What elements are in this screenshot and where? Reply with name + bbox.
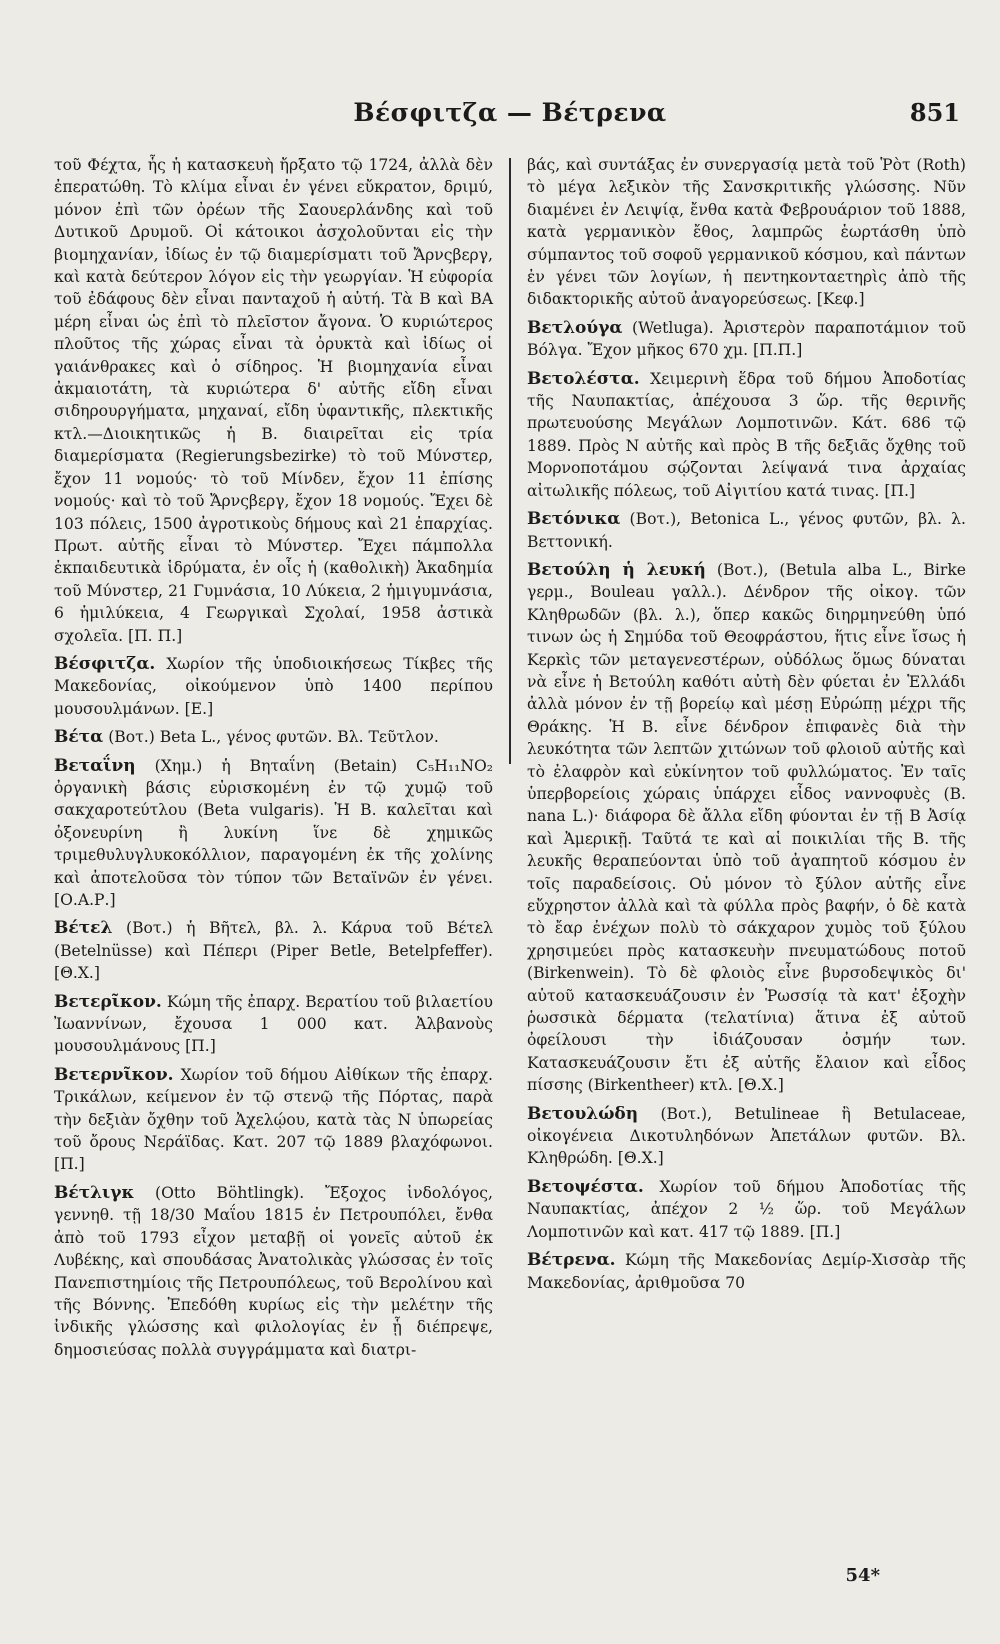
dictionary-entry — [54, 991, 493, 1058]
entry-headword: Βέτελ — [54, 918, 113, 939]
entry-text: (Βοτ.) Beta L., γένος φυτῶν. Βλ. Τεῦτλον. — [103, 728, 439, 747]
entry-headword: Βετολέστα. — [527, 368, 640, 389]
printer-signature: 54* — [845, 1565, 880, 1586]
right-column — [511, 154, 966, 1604]
dictionary-entry — [54, 154, 493, 647]
dictionary-entry — [527, 368, 966, 502]
page-number: 851 — [909, 98, 960, 127]
entry-text: βάς, καὶ συντάξας ἐν συνεργασίᾳ μετὰ τοῦ Ῥὸτ (Roth) τὸ μέγα λεξικὸν τῆς Σανσκριτικῆς γλώσσης. Νῦν διαμένει ἐν Λειψίᾳ, ἔνθα κατὰ Φεβρουάριον τοῦ 1888, κατὰ γερμανικὸν ἔθος, λαμπρῶς ἑωρτάσθη ὑπὸ σύμπαντος τοῦ σοφοῦ γερμανικοῦ κόσμου, καὶ πάντων ἐν γένει τῶν λογίων, ἡ πεντηκονταετηρὶς ἀπὸ τῆς διδακτορικῆς αὐτοῦ ἀναγορεύσεως. [Κεφ.] — [527, 156, 966, 309]
entry-headword: Βετοψέστα. — [527, 1176, 644, 1197]
entry-text: (Wetluga). Ἀριστερὸν παραποτάμιον τοῦ Βόλγα. Ἔχον μῆκος 670 χμ. [Π.Π.] — [527, 318, 966, 360]
dictionary-entry — [54, 1182, 493, 1361]
entry-text: (Χημ.) ἡ Βηταΐνη (Betain) C₅H₁₁NO₂ ὀργανικὴ βάσις εὑρισκομένη ἐν τῷ χυμῷ τοῦ σακχαροτεύτλου (Beta vulgaris). Ἡ Β. καλεῖται καὶ ὀξονευρίνη ἢ λυκίνη ἵνε δὲ χημικῶς τριμεθυλυγλυκοκόλλιον, παραγομένη ἐκ τῆς χολίνης καὶ ἀποτελοῦσα τὸν τύπον τῶν Βεταϊνῶν ἐν γένει. [Ο.Α.Ρ.] — [54, 756, 493, 909]
entry-text: (Otto Böhtlingk). Ἔξοχος ἰνδολόγος, γεννηθ. τῇ 18/30 Μαΐου 1815 ἐν Πετρουπόλει, ἔνθα ἀπὸ τοῦ 1793 εἶχον μεταβῇ οἱ γονεῖς αὐτοῦ ἐκ Λυβέκης, καὶ σπουδάσας Ἀνατολικὰς γλώσσας ἐν τοῖς Πανεπιστημίοις τῆς Πετρουπόλεως, τοῦ Βερολίνου καὶ τῆς Βόννης. Ἐπεδόθη κυρίως εἰς τὴν μελέτην τῆς ἰνδικῆς γλώσσης καὶ φιλολογίας ἐν ᾗ διέπρεψε, δημοσιεύσας πολλὰ συγγράμματα καὶ διατρι- — [54, 1183, 493, 1359]
entry-text: (Βοτ.), Betulineae ἢ Betulaceae, οἰκογένεια Δικοτυληδόνων Ἀπετάλων φυτῶν. Βλ. Κληθρώδη. [Θ.Χ.] — [527, 1104, 966, 1168]
entry-text: τοῦ Φέχτα, ἧς ἡ κατασκευὴ ἤρξατο τῷ 1724, ἀλλὰ δὲν ἐπερατώθη. Τὸ κλίμα εἶναι ἐν γένει εὔκρατον, δριμύ, μόνον ἐπὶ τῶν ὀρέων τῆς Σαουερλάνδης καὶ τοῦ Δυτικοῦ Δρυμοῦ. Οἱ κάτοικοι ἀσχολοῦνται εἰς τὴν βιομηχανίαν, ἰδίως ἐν τῷ διαμερίσματι τοῦ Ἄρνςβεργ, καὶ κατὰ δεύτερον λόγον εἰς τὴν γεωργίαν. Ἡ εὐφορία τοῦ ἐδάφους δὲν εἶναι πανταχοῦ ἡ αὐτή. Τὰ Β καὶ ΒΑ μέρη εἶναι ὡς ἐπὶ τὸ πλεῖστον ἄγονα. Ὁ κυριώτερος πλοῦτος τῆς χώρας εἶναι τὰ ὀρυκτὰ καὶ ἰδίως οἱ γαιάνθρακες καὶ ὁ σίδηρος. Ἡ βιομηχανία εἶναι ἀκμαιοτάτη, τὰ κυριώτερα δ' αὐτῆς εἴδη εἶναι σιδηρουργήματα, μηχαναί, εἴδη ὑφαντικῆς, πλεκτικῆς κτλ.—Διοικητικῶς ἡ Β. διαιρεῖται εἰς τρία διαμερίσματα (Regierungsbezirke) τὸ τοῦ Μύνστερ, ἔχον 11 νομούς· τὸ τοῦ Μίνδεν, ἔχον 11 ἐπίσης νομούς· καὶ τὸ τοῦ Ἄρνςβεργ, ἔχον 18 νομούς. Ἔχει δὲ 103 πόλεις, 1500 ἀγροτικοὺς δήμους καὶ 21 ἐπαρχίας. Πρωτ. αὐτῆς εἶναι τὸ Μύνστερ. Ἔχει πάμπολλα ἐκπαιδευτικὰ ἱδρύματα, ἐν οἷς ἡ (καθολικὴ) Ἀκαδημία τοῦ Μύνστερ, 21 Γυμνάσια, 10 Λύκεια, 2 ἡμιγυμνάσια, 6 ἡμιλύκεια, 4 Γεωργικαὶ Σχολαί, 1958 ἀστικὰ σχολεῖα. [Π. Π.] — [54, 156, 493, 645]
entry-text: Χειμερινὴ ἕδρα τοῦ δήμου Ἀποδοτίας τῆς Ναυπακτίας, ἀπέχουσα 3 ὥρ. τῆς θερινῆς πρωτευούσης Μεγάλων Λομποτινῶν. Κάτ. 686 τῷ 1889. Πρὸς Ν αὐτῆς καὶ πρὸς Β τῆς δεξιᾶς ὄχθης τοῦ Μορνοποτάμου σῴζονται λείψανά τινα ἀρχαίας αἰτωλικῆς πόλεως, τοῦ Αἰγιτίου κατά τινας. [Π.] — [527, 369, 966, 500]
entry-text: Χωρίον τοῦ δήμου Ἀποδοτίας τῆς Ναυπακτίας, ἀπέχον 2 ½ ὥρ. τοῦ Μεγάλων Λομποτινῶν καὶ κατ. 417 τῷ 1889. [Π.] — [527, 1177, 966, 1241]
entry-text: Κώμη τῆς ἐπαρχ. Βερατίου τοῦ βιλαετίου Ἰωαννίνων, ἔχουσα 1 000 κατ. Ἀλβανοὺς μουσουλμάνους [Π.] — [54, 992, 493, 1056]
entry-headword: Βεταΐνη — [54, 755, 136, 776]
dictionary-entry — [527, 559, 966, 1097]
entry-text: Χωρίον τοῦ δήμου Αἰθίκων τῆς ἐπαρχ. Τρικάλων, κείμενον ἐν τῷ στενῷ τῆς Πόρτας, παρὰ τὴν δεξιὰν ὄχθην τοῦ Ἀχελῴου, κατὰ τὰς Ν ὑπωρείας τοῦ ὄρους Νεράϊδας. Κατ. 207 τῷ 1889 βλαχόφωνοι.[Π.] — [54, 1065, 493, 1174]
entry-headword: Βετερῖκον. — [54, 991, 162, 1012]
entry-headword: Βέτλιγκ — [54, 1182, 135, 1203]
entry-headword: Βέσφιτζα. — [54, 653, 156, 674]
dictionary-entry — [527, 1249, 966, 1294]
running-head — [54, 98, 966, 134]
entry-text: (Βοτ.) ἡ Βῆτελ, βλ. λ. Κάρυα τοῦ Βέτελ (Betelnüsse) καὶ Πέπερι (Piper Betle, Betelpfeffer). [Θ.Χ.] — [54, 919, 493, 983]
dictionary-entry — [54, 653, 493, 720]
entry-text: Χωρίον τῆς ὑποδιοικήσεως Τίκβες τῆς Μακεδονίας, οἰκούμενον ὑπὸ 1400 περίπου μουσουλμάνων. [Ε.] — [54, 654, 493, 718]
entry-text: (Βοτ.), Betonica L., γένος φυτῶν, βλ. λ. Βεττονική. — [527, 510, 966, 551]
entry-text: (Βοτ.), (Betula alba L., Birke γερμ., Bouleau γαλλ.). Δένδρον τῆς οἰκογ. τῶν Κληθρωδῶν (βλ. λ.), ὅπερ κακῶς διηρμηνεύθη ὑπό τινων ὡς ἡ Σημύδα τοῦ Θεοφράστου, ἥτις εἶνε ἴσως ἡ Κερκὶς τῶν μεταγενεστέρων, οὐδόλως ὅμως δύναται νὰ εἶνε ἡ Βετούλη καθότι αὐτὴ δὲν φύεται ἐν Ἑλλάδι ἀλλὰ μόνον ἐν τῇ βορείῳ καὶ μέσῃ Εὐρώπῃ μέχρι τῆς Θράκης. Ἡ Β. εἶνε δένδρον ἐπιφανὲς διὰ τὴν λευκότητα τῶν λεπτῶν χιτώνων τοῦ φλοιοῦ αὐτῆς καὶ τὸ ἐλαφρὸν καὶ εὐκίνητον τοῦ φυλλώματος. Ἐν ταῖς ὑπερβορείοις χώραις ὑπάρχει εἶδος ναννοφυὲς (B. nana L.)· διάφορα δὲ ἄλλα εἴδη φύονται ἐν τῇ Β Ἀσίᾳ καὶ Ἀμερικῇ. Ταῦτά τε καὶ αἱ ποικιλίαι τῆς Β. τῆς λευκῆς θεραπεύονται ὑπὸ τοῦ ἀγαπητοῦ κόσμου ἐν τοῖς παραδείσοις. Οὐ μόνον τὸ ξύλον αὐτῆς εἶνε εὔχρηστον ἀλλὰ καὶ τὰ φύλλα πρὸς βαφήν, ὁ δὲ κατὰ τὸ ἔαρ ἐνέχων πολὺ τὸ σάκχαρον χυμὸς τοῦ ξύλου χρησιμεύει πρὸς κατασκευὴν πνευματώδους ποτοῦ (Birkenwein). Τὸ δὲ φλοιὸς εἶνε βυρσοδεψικὸς δι' αὐτοῦ κατασκευάζουσιν ἐν Ῥωσσίᾳ τὰ κατ' ἐξοχὴν ῥωσσικὰ δέρματα (τελατίνια) ἅτινα ἐξ αὐτοῦ ὀφείλουσι τὴν ἰδιάζουσαν ὀσμήν των. Κατασκευάζουσιν ἔτι ἐξ αὐτῆς ἔλαιον καὶ εἶδος πίσσης (Birkentheer) κτλ. [Θ.Χ.] — [527, 560, 966, 1095]
entry-headword: Βετλούγα — [527, 317, 623, 338]
dictionary-entry — [54, 755, 493, 912]
entry-headword: Βετόνικα — [527, 509, 621, 530]
dictionary-entry — [54, 1064, 493, 1176]
dictionary-entry — [54, 917, 493, 984]
dictionary-entry — [527, 154, 966, 311]
entry-headword: Βετερνῖκον. — [54, 1064, 174, 1085]
entry-headword: Βετούλη ἡ λευκή — [527, 559, 706, 580]
dictionary-entry — [54, 726, 493, 748]
entry-headword: Βέτα — [54, 727, 104, 748]
two-column-body — [54, 154, 966, 1604]
dictionary-entry — [527, 1176, 966, 1243]
entry-headword: Βετουλώδη — [527, 1103, 639, 1124]
page-title: Βέσφιτζα — Βέτρενα — [353, 98, 667, 127]
left-column — [54, 154, 509, 1604]
dictionary-entry — [527, 317, 966, 362]
dictionary-entry — [527, 508, 966, 553]
entry-text: Κώμη τῆς Μακεδονίας Δεμίρ-Χισσὰρ τῆς Μακεδονίας, ἀριθμοῦσα 70 — [527, 1251, 966, 1292]
entry-headword: Βέτρενα. — [527, 1250, 616, 1271]
dictionary-entry — [527, 1103, 966, 1170]
